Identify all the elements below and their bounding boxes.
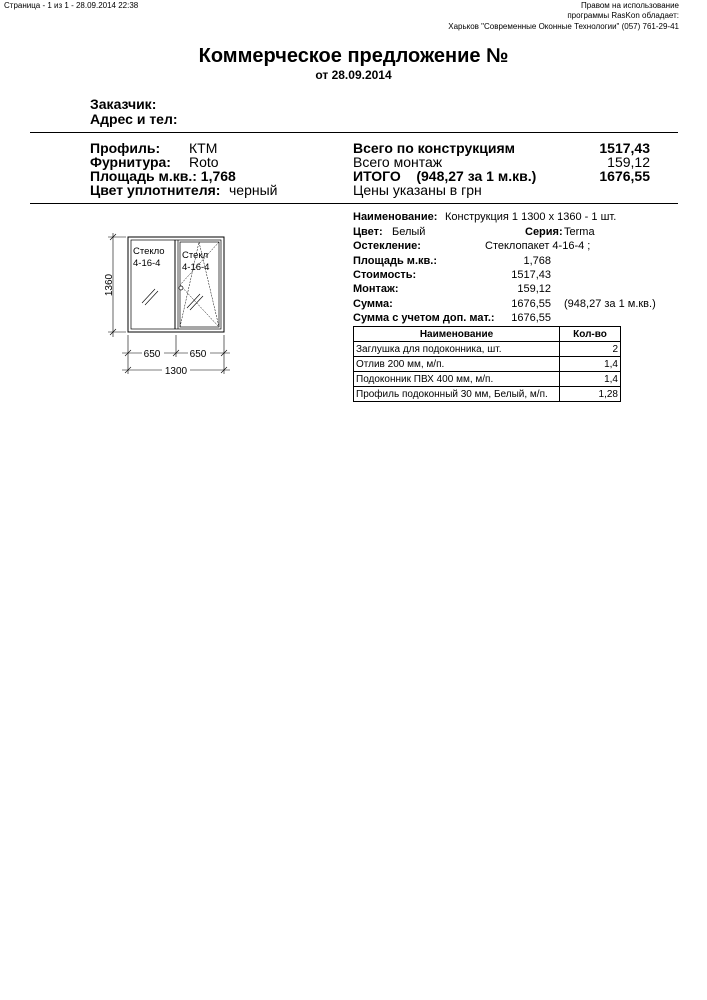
detail-series-label: Серия: [525, 226, 563, 238]
col-qty-header: Кол-во [560, 327, 621, 342]
seal-label: Цвет уплотнителя: [90, 182, 221, 198]
total-install-label: Всего монтаж [353, 154, 443, 170]
items-table-header [354, 327, 621, 342]
divider-top [30, 132, 678, 133]
detail-cost-value: 1517,43 [511, 269, 551, 281]
detail-sum-label: Сумма: [353, 298, 393, 310]
address-label: Адрес и тел: [90, 111, 178, 127]
detail-sum-value: 1676,55 [511, 298, 551, 310]
divider-bottom [30, 203, 678, 204]
seal-value: черный [229, 182, 278, 198]
row-name: Отлив 200 мм, м/п. [354, 357, 560, 372]
row-qty: 1,4 [560, 372, 621, 387]
table-row [354, 342, 621, 357]
detail-sum-extra-value: 1676,55 [511, 312, 551, 324]
window-handle-icon [179, 286, 183, 290]
detail-series-value: Terma [564, 226, 595, 238]
table-row [354, 357, 621, 372]
glass-right-label-2: 4-16-4 [182, 262, 210, 273]
currency-note: Цены указаны в грн [353, 182, 482, 198]
table-row [354, 372, 621, 387]
width-right-label: 650 [189, 349, 207, 360]
detail-install-value: 159,12 [517, 283, 551, 295]
rights-line-1: Правом на использование [581, 1, 679, 10]
profile-label: Профиль: [90, 140, 161, 156]
customer-label: Заказчик: [90, 96, 157, 112]
total-install-value: 159,12 [607, 154, 650, 170]
detail-glazing-value: Стеклопакет 4-16-4 ; [485, 240, 591, 252]
col-name-header: Наименование [354, 327, 560, 342]
row-qty: 2 [560, 342, 621, 357]
width-total-label: 1300 [164, 366, 188, 377]
title-date: от 28.09.2014 [315, 68, 392, 82]
detail-name-value: Конструкция 1 1300 x 1360 - 1 шт. [445, 211, 617, 223]
detail-sum-per-m2: (948,27 за 1 м.кв.) [564, 298, 656, 310]
detail-color-label: Цвет: [353, 226, 383, 238]
area-summary: Площадь м.кв.: 1,768 [90, 168, 236, 184]
row-name: Профиль подоконный 30 мм, Белый, м/п. [354, 387, 560, 402]
row-qty: 1,4 [560, 357, 621, 372]
row-name: Заглушка для подоконника, шт. [354, 342, 560, 357]
grand-total-value: 1676,55 [599, 168, 650, 184]
items-table [353, 326, 621, 402]
detail-name-label: Наименование: [353, 211, 438, 223]
height-dim-label: 1360 [104, 273, 115, 297]
rights-line-2: программы RasKon обладает: [567, 11, 679, 20]
detail-cost-label: Стоимость: [353, 269, 417, 281]
total-constructions-label: Всего по конструкциям [353, 140, 516, 156]
window-drawing [100, 225, 240, 380]
glass-left-label-1: Стекло [133, 246, 165, 257]
detail-color-value: Белый [392, 226, 426, 238]
row-qty: 1,28 [560, 387, 621, 402]
detail-area-value: 1,768 [523, 255, 551, 267]
detail-install-label: Монтаж: [353, 283, 399, 295]
table-row [354, 387, 621, 402]
grand-total-label: ИТОГО (948,27 за 1 м.кв.) [353, 168, 537, 184]
width-left-label: 650 [143, 349, 161, 360]
detail-glazing-label: Остекление: [353, 240, 421, 252]
page-title: Коммерческое предложение № [198, 45, 509, 67]
detail-area-label: Площадь м.кв.: [353, 255, 437, 267]
company-line: Харьков "Современные Оконные Технологии" (057) 761-29-41 [448, 22, 679, 31]
row-name: Подоконник ПВХ 400 мм, м/п. [354, 372, 560, 387]
glass-left-label-2: 4-16-4 [133, 258, 161, 269]
total-constructions-value: 1517,43 [599, 140, 650, 156]
hardware-label: Фурнитура: [90, 154, 171, 170]
glass-right-label-1: Стекл [182, 250, 209, 261]
detail-sum-extra-label: Сумма с учетом доп. мат.: [353, 312, 495, 324]
hardware-value: Roto [189, 154, 219, 170]
page-info: Страница - 1 из 1 - 28.09.2014 22:38 [4, 1, 139, 10]
profile-value: КТМ [189, 140, 218, 156]
